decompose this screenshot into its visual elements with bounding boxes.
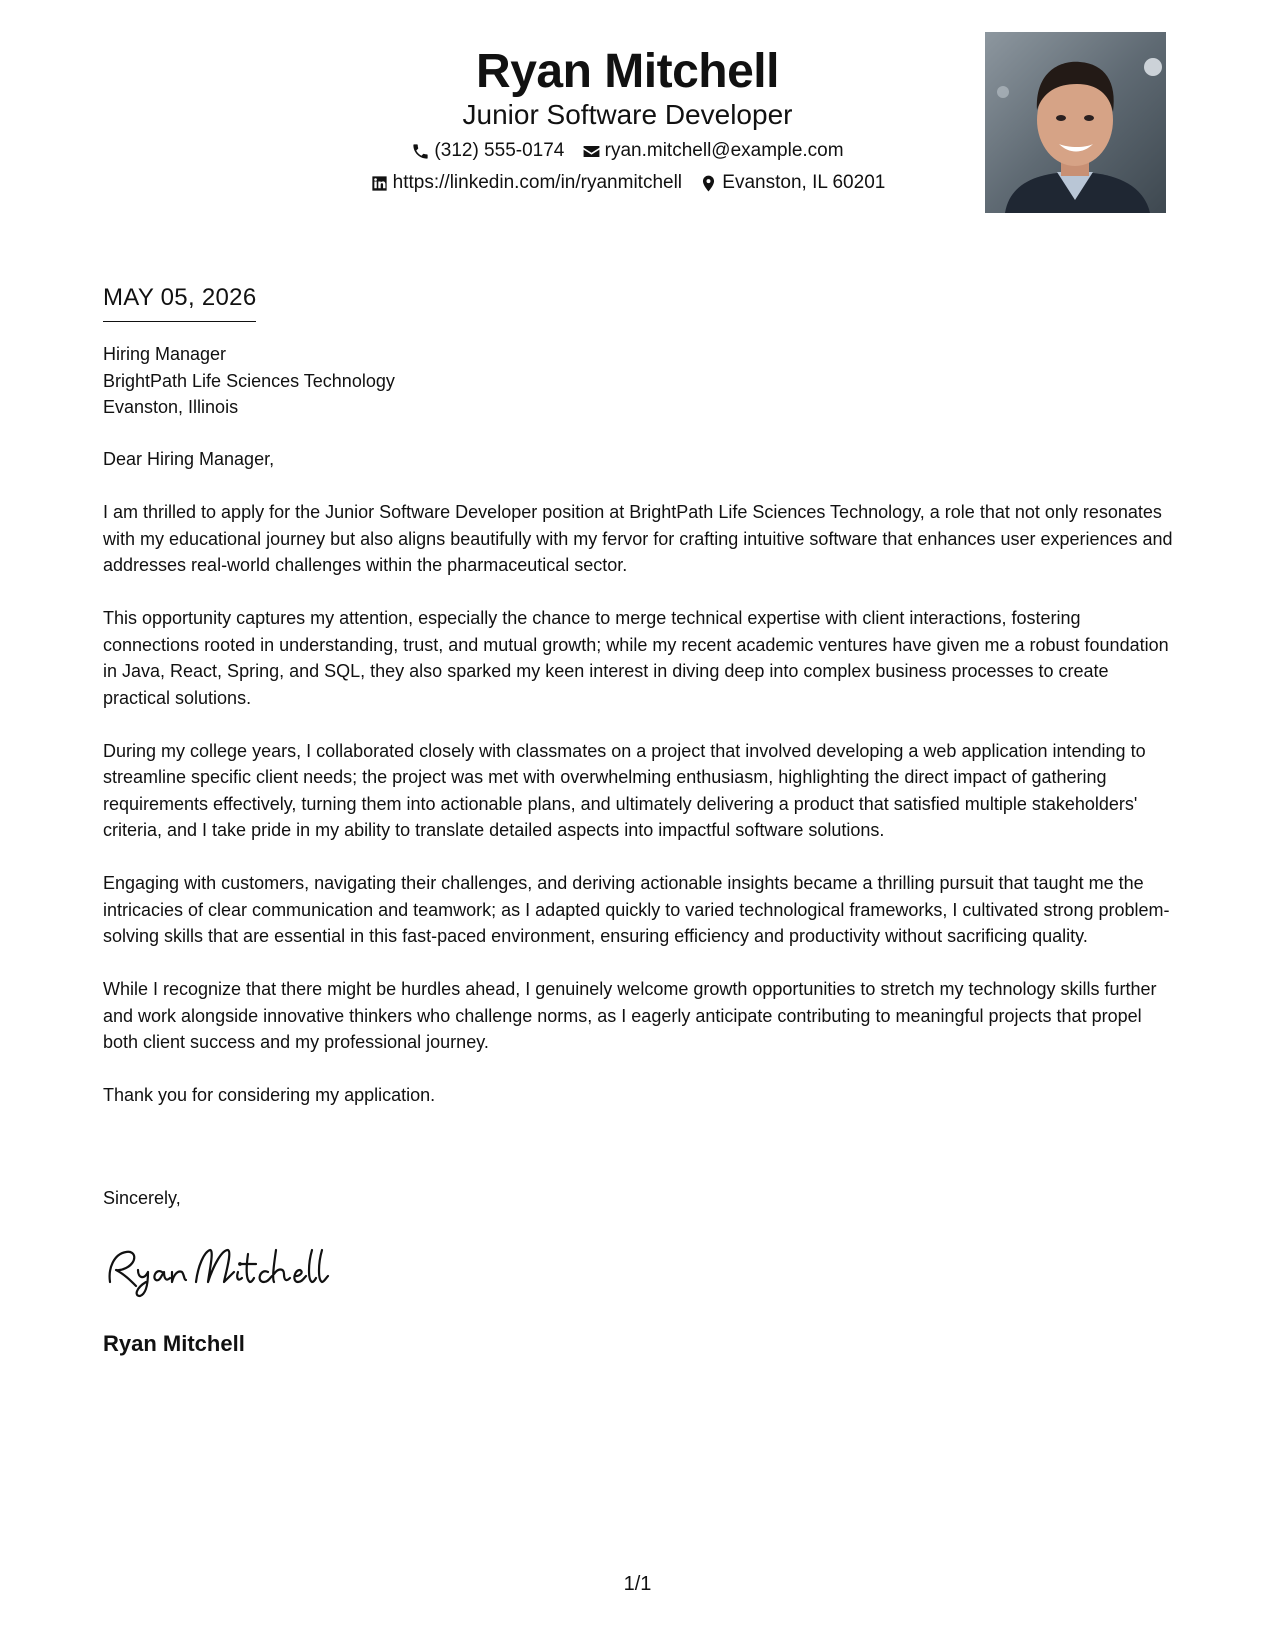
letter-body xyxy=(103,446,1178,1135)
body-paragraph: Thank you for considering my application. xyxy=(103,1085,436,1105)
recipient-line: Evanston, Illinois xyxy=(103,397,239,417)
phone-text: (312) 555-0174 xyxy=(434,140,565,161)
applicant-name: Ryan Mitchell xyxy=(476,45,779,98)
body-paragraph: While I recognize that there might be hurdles ahead, I genuinely welcome growth opportunities to stretch my technology skills further and work alongside innovative thinkers who challenge norms, as I eagerly anticipate contributing to meaningful projects that propel both client success and my professional journey. xyxy=(103,979,1157,1052)
envelope-icon xyxy=(582,142,601,161)
recipient-line: BrightPath Life Sciences Technology xyxy=(103,370,395,391)
location-text: Evanston, IL 60201 xyxy=(722,172,886,193)
contact-email[interactable] xyxy=(582,139,844,163)
recipient-block xyxy=(103,341,395,421)
body-paragraph: During my college years, I collaborated closely with classmates on a project that involved developing a web application intending to streamline specific client needs; the project was met with overwhelming enthusiasm, highlighting the direct impact of gathering requirements effectively, turning them into actionable plans, and ultimately delivering a product that satisfied multiple stakeholders' criteria, and I take pride in my ability to translate detailed aspects into impactful software solutions. xyxy=(103,740,1146,840)
applicant-title: Junior Software Developer xyxy=(462,99,793,130)
contact-linkedin[interactable] xyxy=(370,171,682,195)
profile-photo-illustration xyxy=(985,32,1166,213)
contact-location xyxy=(699,171,885,195)
letter-header xyxy=(0,0,1275,230)
email-link[interactable]: ryan.mitchell@example.com xyxy=(604,140,844,161)
body-paragraph: Engaging with customers, navigating their challenges, and deriving actionable insights became a thrilling pursuit that taught me the intricacies of clear communication and teamwork; as I adapted quickly to varied technological frameworks, I cultivated strong problem-solving skills that are essential in this fast-paced environment, ensuring efficiency and productivity without sacrificing quality. xyxy=(103,873,1170,946)
profile-photo xyxy=(985,32,1166,213)
linkedin-link[interactable]: https://linkedin.com/in/ryanmitchell xyxy=(392,172,683,193)
map-marker-icon xyxy=(699,174,718,193)
recipient-line: Hiring Manager xyxy=(103,344,227,364)
page-number: 1/1 xyxy=(623,1573,652,1595)
contact-phone xyxy=(411,139,564,163)
body-paragraph: This opportunity captures my attention, especially the chance to merge technical expertise with client interactions, fostering connections rooted in understanding, trust, and mutual growth; while my recent academic ventures have given me a robust foundation in Java, React, Spring, and SQL, they also sparked my keen interest in diving deep into complex business processes to create practical solutions. xyxy=(103,608,1169,708)
signer-name: Ryan Mitchell xyxy=(103,1331,245,1356)
closing-line: Sincerely, xyxy=(103,1188,181,1208)
handwritten-signature xyxy=(100,1238,330,1298)
letter-date: MAY 05, 2026 xyxy=(103,283,256,322)
body-paragraph: I am thrilled to apply for the Junior Software Developer position at BrightPath Life Sciences Technology, a role that not only resonates with my educational journey but also aligns beautifully with my fervor for crafting intuitive software that enhances user experiences and addresses real-world challenges within the pharmaceutical sector. xyxy=(103,502,1173,575)
salutation: Dear Hiring Manager, xyxy=(103,449,275,469)
phone-icon xyxy=(411,142,430,161)
linkedin-icon xyxy=(370,174,389,193)
